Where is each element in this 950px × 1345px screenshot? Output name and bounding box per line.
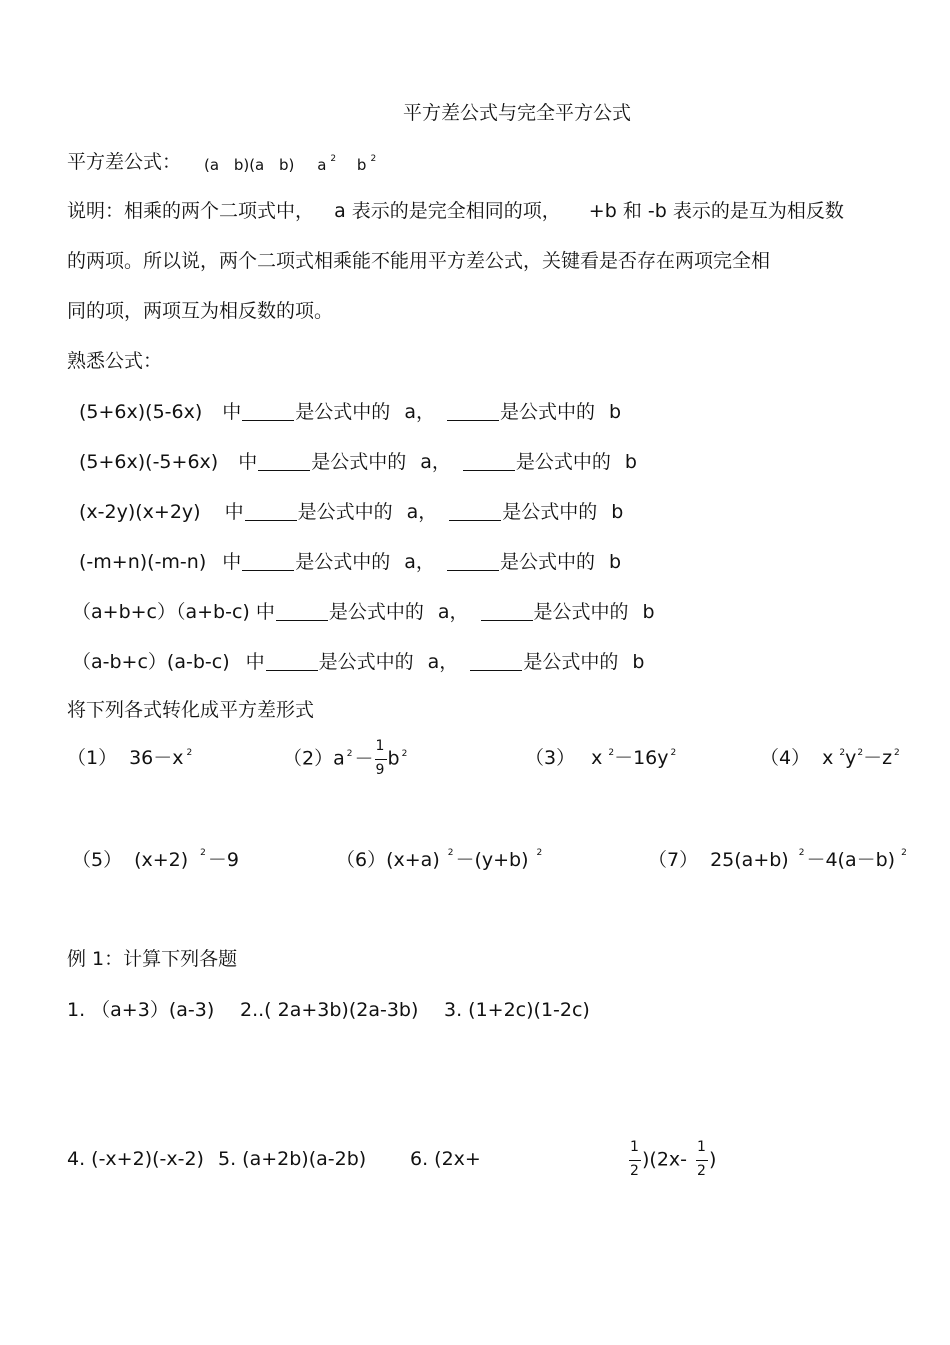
example-expression: )(2x-: [642, 1148, 688, 1171]
item-expression: (x+2): [134, 849, 189, 871]
item-expression: y: [845, 747, 857, 769]
item-expression: 36－x: [129, 747, 184, 769]
item-expression: －9: [207, 849, 239, 871]
item-label: （1）: [67, 747, 118, 769]
answer-blank[interactable]: [449, 502, 501, 521]
convert-item-6: [336, 848, 543, 871]
formula-label: 平方差公式：: [67, 151, 182, 173]
item-expression: －4(a－b): [806, 849, 896, 871]
answer-blank[interactable]: [447, 552, 499, 571]
exponent: 2: [670, 748, 677, 758]
item-label: （7）: [648, 849, 699, 871]
exponent: 2: [536, 848, 543, 858]
exponent: 2: [901, 848, 907, 858]
convert-item-7: [648, 848, 907, 871]
exponent: 2: [401, 748, 408, 759]
is-a-text: 是公式中的: [318, 651, 414, 673]
example-problem-tail: [628, 1139, 717, 1179]
formula-part: (a: [204, 156, 220, 174]
page-title: 平方差公式与完全平方公式: [403, 102, 632, 124]
exponent: 2: [798, 848, 805, 858]
b-text: b: [608, 401, 622, 423]
example-problem: 1. （a+3）(a-3): [67, 999, 215, 1021]
item-label: （2）: [283, 747, 334, 770]
item-expression: x: [822, 747, 834, 769]
exponent: 2: [200, 848, 206, 858]
zhong-text: 中: [224, 501, 244, 523]
exponent: 2: [186, 748, 193, 758]
b-text: b: [642, 601, 655, 623]
convert-item-2: [283, 738, 408, 778]
b-text: b: [632, 651, 645, 673]
fraction-numerator: 1: [697, 1139, 706, 1155]
fraction-denominator: 2: [697, 1163, 706, 1179]
zhong-text: 中: [255, 601, 275, 623]
example-expression: ): [709, 1148, 717, 1171]
b-text: b: [624, 451, 637, 473]
is-a-text: 是公式中的: [297, 501, 393, 523]
is-a-text: 是公式中的: [311, 451, 407, 473]
convert-item-4: [760, 749, 900, 768]
answer-blank[interactable]: [258, 452, 310, 471]
answer-blank[interactable]: [481, 602, 533, 621]
item-label: （3）: [525, 747, 576, 769]
a-text: a，: [404, 551, 435, 573]
explanation-text: +b 和 -b 表示的是互为相反数: [588, 200, 844, 222]
exercise-row: [79, 502, 623, 522]
example-problem: 4. (-x+2)(-x-2): [67, 1148, 204, 1170]
exponent: 2: [608, 748, 615, 758]
fraction-numerator: 1: [375, 738, 385, 754]
convert-item-5: [72, 848, 239, 871]
a-text: a，: [420, 451, 451, 473]
exercise-expression: （a+b+c）（a+b-c): [72, 601, 250, 623]
item-expression: 25(a+b): [710, 849, 789, 871]
convert-item-1: [67, 749, 192, 768]
fraction-denominator: 9: [375, 762, 385, 778]
explanation-line: [67, 202, 844, 221]
a-text: a，: [406, 501, 438, 523]
answer-blank[interactable]: [463, 452, 515, 471]
exponent: 2: [370, 154, 377, 164]
item-expression: a: [333, 747, 345, 770]
is-a-text: 是公式中的: [328, 601, 424, 623]
item-label: （5）: [72, 849, 123, 871]
exponent: 2: [330, 154, 337, 164]
example-problem: 6. (2x+: [410, 1148, 481, 1170]
fraction-denominator: 2: [630, 1163, 639, 1179]
formula-part: b: [356, 156, 367, 174]
exponent: 2: [839, 748, 846, 758]
a-text: a，: [437, 601, 469, 623]
fraction: [695, 1139, 709, 1179]
exponent: 2: [857, 748, 864, 758]
zhong-text: 中: [222, 551, 242, 573]
exercise-row: [79, 552, 621, 572]
exercise-row: [72, 652, 644, 672]
exercise-row: [79, 402, 621, 422]
answer-blank[interactable]: [470, 652, 522, 671]
exercise-expression: （a-b+c）(a-b-c): [72, 651, 230, 673]
answer-blank[interactable]: [266, 652, 318, 671]
is-b-text: 是公式中的: [499, 401, 595, 423]
fraction: [628, 1139, 642, 1179]
exercise-expression: (5+6x)(-5+6x): [79, 451, 219, 473]
answer-blank[interactable]: [242, 552, 294, 571]
explanation-text: a 表示的是完全相同的项，: [334, 200, 561, 222]
fraction: [374, 738, 388, 778]
exercise-row: [72, 602, 655, 622]
is-a-text: 是公式中的: [295, 401, 391, 423]
answer-blank[interactable]: [245, 502, 297, 521]
is-b-text: 是公式中的: [523, 651, 619, 673]
is-a-text: 是公式中的: [295, 551, 391, 573]
section-heading: 例 1：计算下列各题: [67, 948, 238, 970]
formula-expression: [204, 154, 377, 174]
item-expression: x: [591, 747, 603, 769]
item-label: （6）: [336, 849, 387, 871]
b-text: b: [608, 551, 622, 573]
fraction-bar: [696, 1160, 708, 1161]
item-expression: (x+a): [386, 849, 440, 871]
a-text: a，: [427, 651, 459, 673]
item-expression: －(y+b): [455, 849, 529, 871]
answer-blank[interactable]: [242, 402, 294, 421]
exponent: 2: [346, 748, 353, 759]
exercise-expression: (-m+n)(-m-n): [79, 551, 207, 573]
fraction-bar: [629, 1160, 641, 1161]
zhong-text: 中: [222, 401, 242, 423]
fraction-numerator: 1: [630, 1139, 639, 1155]
exercise-expression: (5+6x)(5-6x): [79, 401, 203, 423]
zhong-text: 中: [238, 451, 258, 473]
example-problem: 2..( 2a+3b)(2a-3b): [240, 999, 419, 1021]
b-text: b: [611, 501, 624, 523]
convert-item-3: [525, 749, 676, 768]
exercise-row: [79, 452, 637, 472]
zhong-text: 中: [245, 651, 265, 673]
item-expression: －16y: [614, 747, 669, 769]
explanation-line: 同的项，两项互为相反数的项。: [67, 300, 334, 322]
example-problem: 5. (a+2b)(a-2b): [218, 1148, 367, 1170]
is-b-text: 是公式中的: [499, 551, 595, 573]
explanation-line: 的两项。所以说，两个二项式相乘能不能用平方差公式，关键看是否存在两项完全相: [67, 250, 771, 272]
answer-blank[interactable]: [276, 602, 328, 621]
is-b-text: 是公式中的: [533, 601, 629, 623]
section-heading: 将下列各式转化成平方差形式: [67, 699, 315, 721]
formula-part: b): [279, 156, 295, 174]
exponent: 2: [447, 848, 454, 858]
section-heading: 熟悉公式：: [67, 350, 163, 372]
item-expression: －z: [863, 747, 893, 769]
example-problem: 3. (1+2c)(1-2c): [444, 999, 590, 1021]
exercise-expression: (x-2y)(x+2y): [79, 501, 201, 523]
item-expression: b: [387, 747, 400, 770]
formula-part: b)(a: [233, 156, 265, 174]
is-b-text: 是公式中的: [515, 451, 611, 473]
explanation-text: 说明：相乘的两个二项式中，: [67, 200, 315, 222]
item-label: （4）: [760, 747, 811, 769]
is-b-text: 是公式中的: [502, 501, 598, 523]
exponent: 2: [894, 748, 900, 758]
a-text: a，: [404, 401, 435, 423]
answer-blank[interactable]: [447, 402, 499, 421]
item-expression: －: [354, 747, 374, 770]
fraction-bar: [375, 759, 387, 760]
formula-part: a: [317, 156, 327, 174]
